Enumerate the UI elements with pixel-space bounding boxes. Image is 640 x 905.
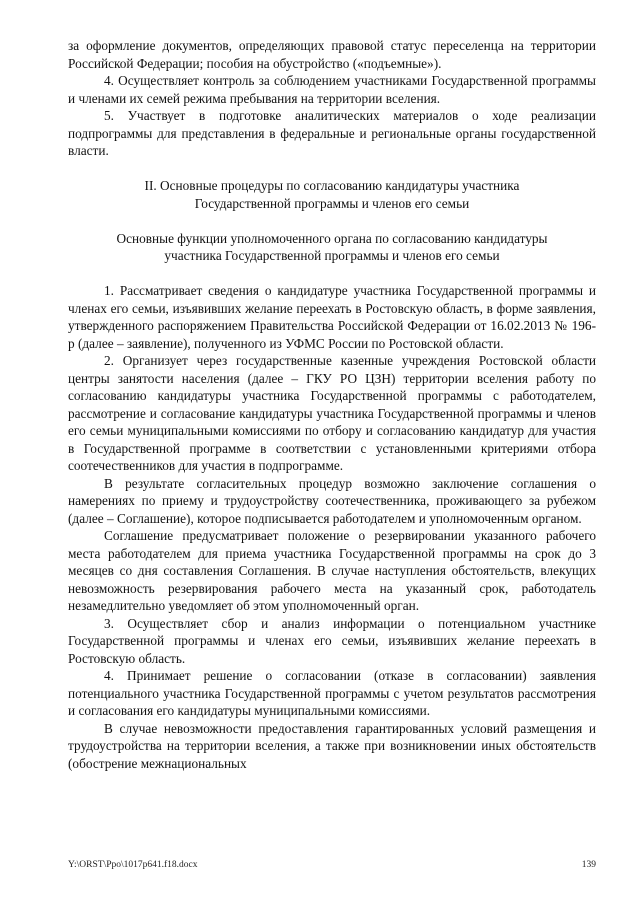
sub-heading-line2: участника Государственной программы и членов его семьи	[164, 248, 500, 263]
paragraph-agreement-terms: Соглашение предусматривает положение о резервировании указанного рабочего места работодателем для приема участника Государственной программы на срок до 3 месяцев со дня составления Соглашения. В случае наступления обстоятельств, влекущих невозможность резервирования рабочего места на указанный срок, работодатель незамедлительно уведомляет об этом уполномоченный орган.	[68, 528, 596, 613]
section-heading	[68, 177, 596, 212]
paragraph-function-2: 2. Организует через государственные казенные учреждения Ростовской области центры занятости населения (далее – ГКУ РО ЦЗН) территории вселения работу по согласованию кандидатуры участника Государственной программы с работодателем, рассмотрение и согласование кандидатуры участника Государственной программы и членов его семьи муниципальными комиссиями по отбору и согласованию кандидатур для участия в Государственной программе в соответствии с установленными критериями отбора соотечественников для участия в подпрограмме.	[68, 353, 596, 473]
sub-heading	[68, 230, 596, 265]
paragraph-item-4: 4. Осуществляет контроль за соблюдением участниками Государственной программы и членами их семей режима пребывания на территории вселения.	[68, 73, 596, 106]
paragraph-impossibility: В случае невозможности предоставления гарантированных условий размещения и трудоустройства на территории вселения, а также при возникновении иных обстоятельств (обострение межнациональных	[68, 720, 596, 771]
paragraph-item-5: 5. Участвует в подготовке аналитических материалов о ходе реализации подпрограммы для представления в федеральные и региональные органы государственной власти.	[68, 108, 596, 158]
paragraph-function-3: 3. Осуществляет сбор и анализ информации о потенциальном участнике Государственной программы и членах его семьи, изъявивших желание переехать в Ростовскую область.	[68, 615, 596, 666]
paragraph-continuation: за оформление документов, определяющих правовой статус переселенца на территории Российской Федерации; пособия на обустройство («подъемные»).	[68, 38, 596, 71]
footer-file-path: Y:\ORST\Ppo\1017p641.f18.docx	[68, 860, 198, 870]
paragraph-function-1: 1. Рассматривает сведения о кандидатуре участника Государственной программы и членах его семьи, изъявивших желание переехать в Ростовскую область, в форме заявления, утвержденного распоряжением Правительства Российской Федерации от 16.02.2013 № 196-р (далее – заявление), полученного из УФМС России по Ростовской области.	[68, 283, 596, 351]
section-heading-line1: II. Основные процедуры по согласованию кандидатуры участника	[144, 178, 520, 193]
document-body	[68, 37, 596, 772]
footer-page-number: 139	[581, 860, 596, 870]
paragraph-function-4: 4. Принимает решение о согласовании (отказе в согласовании) заявления потенциального участника Государственной программы с учетом результатов рассмотрения и согласования его кандидатуры муниципальными комиссиями.	[68, 668, 596, 718]
sub-heading-line1: Основные функции уполномоченного органа по согласованию кандидатуры	[116, 230, 548, 246]
page-footer	[68, 857, 596, 875]
section-heading-line2: Государственной программы и членов его семьи	[194, 195, 470, 211]
paragraph-agreement-result: В результате согласительных процедур возможно заключение соглашения о намерениях по приему и трудоустройству соотечественника, проживающего за рубежом (далее – Соглашение), которое подписывается работодателем и уполномоченным органом.	[68, 475, 596, 526]
